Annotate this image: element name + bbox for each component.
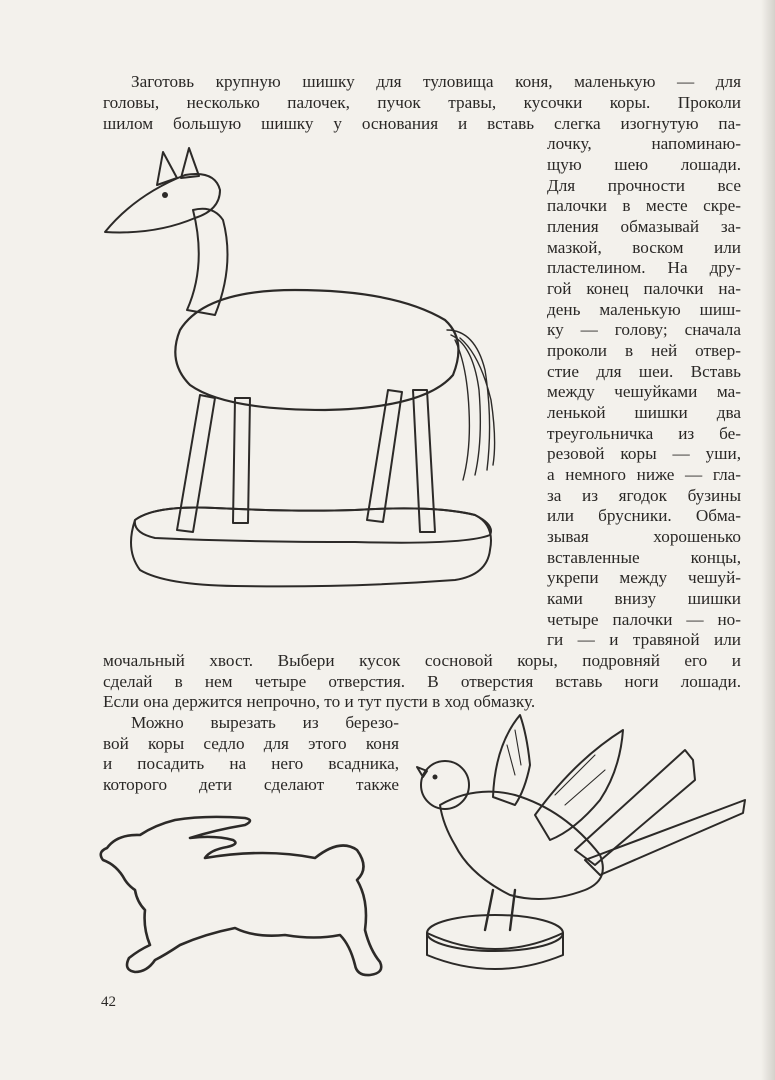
cone-bird-illustration — [415, 705, 750, 985]
text-line: или брусники. Обма- — [547, 506, 741, 525]
text-line: Можно вырезать из березо- — [131, 713, 399, 732]
text-line: ку — голову; сначала — [547, 320, 741, 339]
text-line: вставленные концы, — [547, 548, 741, 567]
text-line: укрепи между чешуй- — [547, 568, 741, 587]
hare-outline-illustration — [95, 810, 395, 985]
text-line: мазкой, воском или — [547, 238, 741, 257]
text-line: сделай в нем четыре отверстия. В отверстия вставь ноги лошади. — [103, 672, 741, 691]
text-line: проколи в ней отвер- — [547, 341, 741, 360]
text-line: стие для шеи. Вставь — [547, 362, 741, 381]
text-line: головы, несколько палочек, пучок травы, кусочки коры. Проколи — [103, 93, 741, 112]
text-line: Если она держится непрочно, то и тут пусти в ход обмазку. — [103, 692, 536, 711]
page-number: 42 — [101, 994, 116, 1010]
text-line: Заготовь крупную шишку для туловища коня, маленькую — для — [131, 72, 741, 91]
text-line: и посадить на него всадника, — [103, 754, 399, 773]
text-line: шилом большую шишку у основания и вставь слегка изогнутую па- — [103, 114, 741, 133]
text-line: палочки в месте скре- — [547, 196, 741, 215]
text-line: треугольничка из бе- — [547, 424, 741, 443]
text-line: лочку, напоминаю- — [547, 134, 741, 153]
text-line: щую шею лошади. — [547, 155, 741, 174]
text-line: Для прочности все — [547, 176, 741, 195]
text-line: ги — и травяной или — [547, 630, 741, 649]
text-line: которого дети сделают также — [103, 775, 399, 794]
text-line: зывая хорошенько — [547, 527, 741, 546]
text-line: гой конец палочки на- — [547, 279, 741, 298]
text-line: за из ягодок бузины — [547, 486, 741, 505]
text-line: день маленькую шиш- — [547, 300, 741, 319]
text-line: четыре палочки — но- — [547, 610, 741, 629]
page-spine-shadow — [761, 0, 775, 1080]
text-line: между чешуйками ма- — [547, 382, 741, 401]
text-line: ленькой шишки два — [547, 403, 741, 422]
text-line: а немного ниже — гла- — [547, 465, 741, 484]
text-line: ками внизу шишки — [547, 589, 741, 608]
text-line: вой коры седло для этого коня — [103, 734, 399, 753]
cone-horse-illustration — [95, 140, 515, 600]
text-line: пления обмазывай за- — [547, 217, 741, 236]
text-line: мочальный хвост. Выбери кусок сосновой коры, подровняй его и — [103, 651, 741, 670]
text-line: пластелином. На дру- — [547, 258, 741, 277]
text-line: резовой коры — уши, — [547, 444, 741, 463]
